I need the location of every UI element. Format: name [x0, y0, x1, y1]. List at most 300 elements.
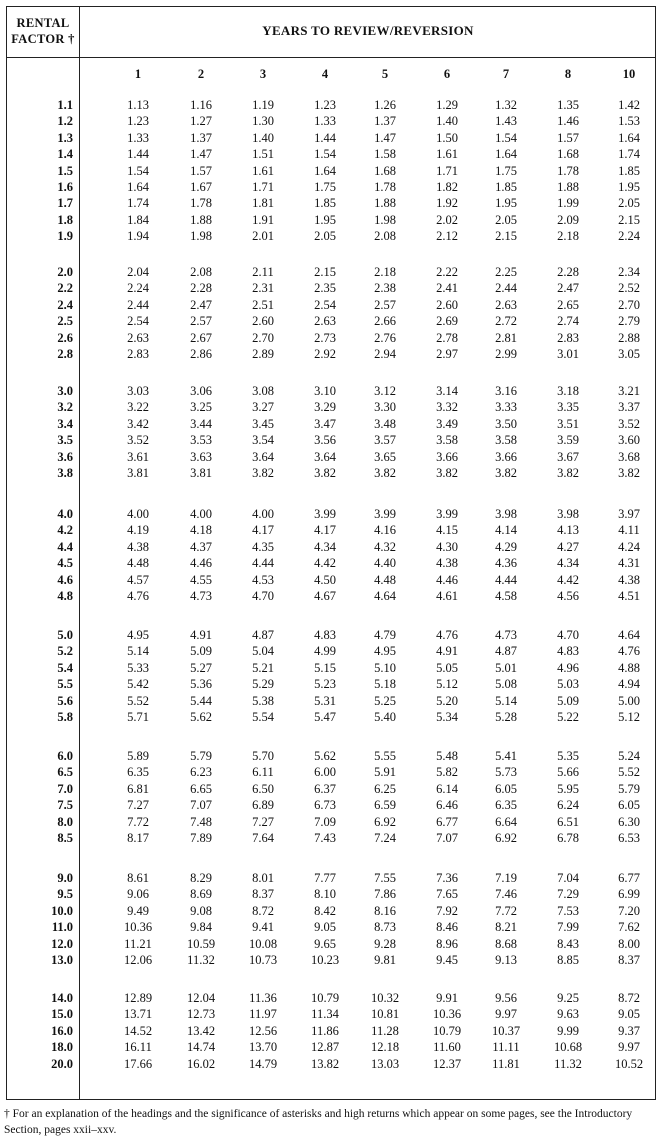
table-cell: 5.12 [436, 677, 458, 692]
rental-factor-cell: 3.5 [57, 433, 73, 448]
table-cell: 3.82 [618, 466, 640, 480]
column-header-7: 7 [502, 67, 510, 81]
table-cell: 1.57 [557, 130, 579, 145]
rental-factor-cell: 13.0 [51, 953, 73, 967]
table-cell: 2.11 [252, 265, 274, 279]
table-cell: 2.63 [127, 330, 149, 345]
table-cell: 2.22 [436, 265, 458, 279]
table-cell: 5.41 [495, 749, 517, 763]
table-cell: 2.15 [618, 212, 640, 227]
table-cell: 5.55 [374, 749, 396, 763]
table-cell: 17.66 [123, 1056, 153, 1071]
table-cell: 13.03 [370, 1056, 400, 1071]
table-cell: 2.63 [314, 314, 336, 329]
table-cell: 4.44 [495, 572, 517, 587]
rental-factor-cell: 1.4 [57, 147, 73, 162]
table-cell: 5.40 [374, 710, 396, 724]
table-cell: 7.53 [557, 903, 579, 918]
rental-factor-cell: 9.5 [57, 887, 73, 902]
rental-factor-cell: 5.0 [57, 628, 73, 642]
table-cell: 10.23 [310, 953, 340, 967]
table-cell: 1.94 [127, 229, 149, 244]
table-cell: 2.88 [618, 330, 640, 345]
table-cell: 5.62 [190, 710, 212, 724]
table-cell: 6.92 [495, 831, 517, 845]
rental-factor-cell: 5.6 [57, 693, 73, 708]
table-cell: 1.64 [495, 147, 517, 162]
table-cell: 7.92 [436, 903, 458, 918]
table-cell: 7.72 [127, 814, 149, 829]
table-cell: 9.37 [618, 1023, 640, 1038]
table-cell: 5.05 [436, 660, 458, 675]
table-cell: 1.98 [374, 212, 396, 227]
table-cell: 14.74 [186, 1040, 216, 1055]
table-cell: 5.66 [557, 765, 579, 780]
table-cell: 7.72 [495, 903, 517, 918]
table-cell: 3.59 [557, 433, 579, 448]
table-cell: 8.43 [557, 936, 579, 951]
table-cell: 6.73 [314, 798, 336, 813]
table-cell: 7.99 [557, 920, 579, 935]
table-cell: 2.28 [557, 265, 579, 279]
table-cell: 4.24 [618, 539, 640, 554]
table-cell: 4.29 [495, 539, 517, 554]
table-cell: 7.55 [374, 871, 396, 885]
table-cell: 2.08 [190, 265, 212, 279]
table-cell: 1.84 [127, 212, 149, 227]
table-cell: 10.68 [553, 1040, 583, 1055]
table-cell: 10.73 [248, 953, 278, 967]
table-cell: 2.57 [374, 297, 396, 312]
table-cell: 6.25 [374, 781, 396, 796]
table-cell: 3.82 [436, 466, 458, 480]
rental-factor-cell: 10.0 [51, 903, 73, 918]
column-divider [79, 7, 80, 1099]
rental-factor-cell: 4.8 [57, 589, 73, 603]
table-cell: 1.81 [252, 196, 274, 211]
table-cell: 1.99 [557, 196, 579, 211]
table-cell: 5.22 [557, 710, 579, 724]
table-cell: 8.46 [436, 920, 458, 935]
table-cell: 3.35 [557, 400, 579, 415]
table-cell: 4.31 [618, 556, 640, 571]
rental-factor-header-line1: RENTAL [16, 16, 70, 30]
table-cell: 5.48 [436, 749, 458, 763]
table-cell: 3.44 [190, 416, 212, 431]
table-cell: 2.02 [436, 212, 458, 227]
rental-factor-cell: 4.2 [57, 523, 73, 538]
table-cell: 3.54 [252, 433, 274, 448]
table-cell: 2.24 [127, 281, 149, 296]
table-cell: 7.89 [190, 831, 212, 845]
table-cell: 2.31 [252, 281, 274, 296]
table-cell: 9.91 [436, 991, 458, 1005]
table-cell: 12.18 [370, 1040, 400, 1055]
table-cell: 1.54 [314, 147, 336, 162]
table-cell: 16.02 [186, 1056, 216, 1071]
table-cell: 1.27 [190, 114, 212, 129]
table-cell: 7.24 [374, 831, 396, 845]
table-cell: 4.19 [127, 523, 149, 538]
table-cell: 4.95 [127, 628, 149, 642]
table-cell: 6.77 [436, 814, 458, 829]
rental-factor-cell: 2.4 [57, 297, 73, 312]
table-cell: 1.47 [190, 147, 212, 162]
table-cell: 5.62 [314, 749, 336, 763]
table-cell: 4.30 [436, 539, 458, 554]
table-cell: 4.70 [252, 589, 274, 603]
table-cell: 2.18 [557, 229, 579, 244]
table-cell: 2.24 [618, 229, 640, 244]
table-cell: 1.54 [495, 130, 517, 145]
table-cell: 11.81 [492, 1056, 520, 1071]
table-cell: 8.42 [314, 903, 336, 918]
table-cell: 4.46 [190, 556, 212, 571]
table-cell: 10.79 [310, 991, 340, 1005]
rental-factor-cell: 1.6 [57, 180, 73, 194]
table-cell: 4.88 [618, 660, 640, 675]
table-cell: 5.35 [557, 749, 579, 763]
table-cell: 9.56 [495, 991, 517, 1005]
table-cell: 1.95 [618, 180, 640, 194]
table-cell: 6.14 [436, 781, 458, 796]
table-cell: 4.87 [252, 628, 274, 642]
table-cell: 4.37 [190, 539, 212, 554]
table-cell: 3.67 [557, 449, 579, 464]
table-cell: 4.61 [436, 589, 458, 603]
table-cell: 4.35 [252, 539, 274, 554]
table-cell: 7.29 [557, 887, 579, 902]
table-cell: 13.82 [310, 1056, 340, 1071]
table-cell: 9.05 [314, 920, 336, 935]
footnote: † For an explanation of the headings and the significance of asterisks and high returns which appear on some pages, see the Introductory Section, pages xxii–xxv. [4, 1108, 633, 1136]
table-cell: 10.37 [491, 1023, 521, 1038]
table-cell: 1.64 [314, 163, 336, 178]
table-cell: 9.41 [252, 920, 274, 935]
table-cell: 6.30 [618, 814, 640, 829]
table-cell: 5.95 [557, 781, 579, 796]
table-cell: 5.47 [314, 710, 336, 724]
table-cell: 2.05 [495, 212, 517, 227]
table-cell: 2.79 [618, 314, 640, 329]
table-cell: 8.69 [190, 887, 212, 902]
table-cell: 2.86 [190, 347, 212, 361]
table-cell: 4.91 [436, 644, 458, 659]
table-cell: 4.11 [618, 523, 640, 538]
table-cell: 9.13 [495, 953, 517, 967]
table-cell: 4.40 [374, 556, 396, 571]
table-cell: 11.86 [311, 1023, 339, 1038]
table-cell: 4.46 [436, 572, 458, 587]
table-cell: 12.04 [186, 991, 216, 1005]
rental-factor-cell: 2.8 [57, 347, 73, 361]
table-cell: 10.52 [614, 1056, 644, 1071]
table-cell: 3.29 [314, 400, 336, 415]
table-cell: 9.97 [618, 1040, 640, 1055]
table-cell: 2.47 [557, 281, 579, 296]
table-cell: 8.17 [127, 831, 149, 845]
table-cell: 1.64 [127, 180, 149, 194]
column-header-3: 3 [259, 67, 267, 81]
rental-factor-cell: 2.6 [57, 330, 73, 345]
rental-factor-cell: 5.4 [57, 660, 73, 675]
table-cell: 4.44 [252, 556, 274, 571]
rental-factor-cell: 5.8 [57, 710, 73, 724]
table-cell: 1.67 [190, 180, 212, 194]
table-cell: 4.76 [436, 628, 458, 642]
table-cell: 3.48 [374, 416, 396, 431]
table-cell: 11.32 [554, 1056, 582, 1071]
column-header-10: 10 [622, 67, 636, 81]
table-cell: 6.53 [618, 831, 640, 845]
table-cell: 1.40 [252, 130, 274, 145]
table-cell: 1.85 [618, 163, 640, 178]
table-cell: 5.42 [127, 677, 149, 692]
rental-factor-cell: 6.5 [57, 765, 73, 780]
table-cell: 7.46 [495, 887, 517, 902]
table-cell: 12.56 [248, 1023, 278, 1038]
table-cell: 6.37 [314, 781, 336, 796]
rental-factor-cell: 11.0 [51, 920, 73, 935]
table-cell: 6.24 [557, 798, 579, 813]
table-cell: 2.72 [495, 314, 517, 329]
column-header-1: 1 [134, 67, 142, 81]
table-cell: 4.00 [127, 507, 149, 521]
table-cell: 5.38 [252, 693, 274, 708]
table-cell: 3.50 [495, 416, 517, 431]
table-cell: 6.23 [190, 765, 212, 780]
table-cell: 7.36 [436, 871, 458, 885]
table-cell: 3.32 [436, 400, 458, 415]
table-cell: 7.62 [618, 920, 640, 935]
rental-factor-cell: 1.1 [57, 98, 73, 112]
table-cell: 3.56 [314, 433, 336, 448]
table-cell: 4.38 [127, 539, 149, 554]
table-cell: 2.78 [436, 330, 458, 345]
column-header-4: 4 [321, 67, 329, 81]
rental-factor-cell: 14.0 [51, 991, 73, 1005]
table-cell: 1.92 [436, 196, 458, 211]
table-cell: 8.16 [374, 903, 396, 918]
table-cell: 5.14 [495, 693, 517, 708]
header-divider [7, 57, 655, 58]
table-cell: 6.64 [495, 814, 517, 829]
rental-factor-cell: 16.0 [51, 1023, 73, 1038]
table-cell: 1.47 [374, 130, 396, 145]
table-cell: 1.64 [618, 130, 640, 145]
table-cell: 3.12 [374, 384, 396, 398]
table-cell: 4.48 [127, 556, 149, 571]
table-cell: 5.24 [618, 749, 640, 763]
table-cell: 1.33 [127, 130, 149, 145]
table-cell: 1.29 [436, 98, 458, 112]
table-cell: 3.22 [127, 400, 149, 415]
table-cell: 1.88 [557, 180, 579, 194]
table-cell: 2.15 [495, 229, 517, 244]
table-cell: 3.21 [618, 384, 640, 398]
table-cell: 2.67 [190, 330, 212, 345]
table-cell: 16.11 [124, 1040, 152, 1055]
table-cell: 2.35 [314, 281, 336, 296]
table-cell: 12.06 [123, 953, 153, 967]
table-cell: 4.17 [314, 523, 336, 538]
table-cell: 12.37 [432, 1056, 462, 1071]
table-cell: 3.10 [314, 384, 336, 398]
rental-factor-cell: 1.8 [57, 212, 73, 227]
table-cell: 6.05 [495, 781, 517, 796]
table-cell: 5.25 [374, 693, 396, 708]
table-cell: 5.54 [252, 710, 274, 724]
table-cell: 2.47 [190, 297, 212, 312]
table-cell: 8.72 [252, 903, 274, 918]
table-cell: 1.43 [495, 114, 517, 129]
rental-factor-cell: 1.2 [57, 114, 73, 129]
table-cell: 2.34 [618, 265, 640, 279]
table-cell: 1.33 [314, 114, 336, 129]
table-cell: 3.98 [495, 507, 517, 521]
table-cell: 5.71 [127, 710, 149, 724]
table-cell: 11.60 [433, 1040, 461, 1055]
table-cell: 1.61 [436, 147, 458, 162]
table-cell: 3.49 [436, 416, 458, 431]
table-cell: 4.16 [374, 523, 396, 538]
rental-factor-cell: 3.2 [57, 400, 73, 415]
table-cell: 4.76 [127, 589, 149, 603]
table-cell: 4.38 [618, 572, 640, 587]
rental-factor-cell: 8.5 [57, 831, 73, 845]
table-cell: 3.14 [436, 384, 458, 398]
table-cell: 1.88 [190, 212, 212, 227]
table-cell: 1.50 [436, 130, 458, 145]
table-cell: 4.55 [190, 572, 212, 587]
table-cell: 7.77 [314, 871, 336, 885]
table-cell: 12.87 [310, 1040, 340, 1055]
table-cell: 1.23 [127, 114, 149, 129]
table-cell: 8.00 [618, 936, 640, 951]
table-cell: 8.96 [436, 936, 458, 951]
table-cell: 2.76 [374, 330, 396, 345]
table-cell: 4.70 [557, 628, 579, 642]
table-cell: 11.97 [249, 1007, 277, 1022]
rental-factor-cell: 18.0 [51, 1040, 73, 1055]
rental-factor-cell: 5.2 [57, 644, 73, 659]
table-cell: 7.86 [374, 887, 396, 902]
table-cell: 4.38 [436, 556, 458, 571]
table-cell: 2.44 [495, 281, 517, 296]
table-cell: 1.88 [374, 196, 396, 211]
table-cell: 4.64 [618, 628, 640, 642]
rental-factor-cell: 8.0 [57, 814, 73, 829]
rental-factor-cell: 4.0 [57, 507, 73, 521]
rental-factor-cell: 20.0 [51, 1056, 73, 1071]
table-cell: 7.19 [495, 871, 517, 885]
table-cell: 3.25 [190, 400, 212, 415]
table-cell: 1.51 [252, 147, 274, 162]
table-cell: 6.89 [252, 798, 274, 813]
table-cell: 2.38 [374, 281, 396, 296]
table-cell: 2.70 [252, 330, 274, 345]
table-cell: 4.32 [374, 539, 396, 554]
table-cell: 5.09 [190, 644, 212, 659]
table-cell: 2.74 [557, 314, 579, 329]
table-cell: 3.81 [190, 466, 212, 480]
table-cell: 4.13 [557, 523, 579, 538]
rental-factor-cell: 1.7 [57, 196, 73, 211]
table-cell: 5.27 [190, 660, 212, 675]
table-cell: 2.05 [618, 196, 640, 211]
table-cell: 6.51 [557, 814, 579, 829]
table-cell: 3.58 [436, 433, 458, 448]
table-cell: 2.81 [495, 330, 517, 345]
table-cell: 1.23 [314, 98, 336, 112]
table-cell: 1.30 [252, 114, 274, 129]
table-cell: 3.98 [557, 507, 579, 521]
table-cell: 2.04 [127, 265, 149, 279]
table-cell: 7.09 [314, 814, 336, 829]
rental-factor-cell: 3.6 [57, 449, 73, 464]
table-cell: 3.61 [127, 449, 149, 464]
table-cell: 9.45 [436, 953, 458, 967]
table-cell: 1.42 [618, 98, 640, 112]
column-header-8: 8 [564, 67, 572, 81]
table-cell: 5.08 [495, 677, 517, 692]
table-cell: 1.37 [190, 130, 212, 145]
table-cell: 8.10 [314, 887, 336, 902]
table-cell: 2.97 [436, 347, 458, 361]
table-cell: 1.78 [190, 196, 212, 211]
table-cell: 6.99 [618, 887, 640, 902]
table-cell: 2.41 [436, 281, 458, 296]
table-cell: 5.36 [190, 677, 212, 692]
table-cell: 1.85 [495, 180, 517, 194]
table-cell: 1.68 [557, 147, 579, 162]
table-cell: 5.18 [374, 677, 396, 692]
table-cell: 14.52 [123, 1023, 153, 1038]
rental-factor-cell: 1.3 [57, 130, 73, 145]
table-cell: 4.79 [374, 628, 396, 642]
table-cell: 1.57 [190, 163, 212, 178]
table-cell: 12.89 [123, 991, 153, 1005]
table-cell: 2.70 [618, 297, 640, 312]
table-cell: 2.65 [557, 297, 579, 312]
table-cell: 7.20 [618, 903, 640, 918]
table-cell: 4.58 [495, 589, 517, 603]
table-cell: 3.52 [618, 416, 640, 431]
table-cell: 4.34 [557, 556, 579, 571]
table-cell: 8.73 [374, 920, 396, 935]
table-cell: 1.46 [557, 114, 579, 129]
table-cell: 5.31 [314, 693, 336, 708]
table-cell: 7.04 [557, 871, 579, 885]
rental-factor-cell: 4.4 [57, 539, 73, 554]
table-cell: 3.82 [374, 466, 396, 480]
table-cell: 1.13 [127, 98, 149, 112]
table-cell: 3.33 [495, 400, 517, 415]
table-cell: 8.61 [127, 871, 149, 885]
table-cell: 5.00 [618, 693, 640, 708]
table-cell: 1.68 [374, 163, 396, 178]
table-cell: 1.16 [190, 98, 212, 112]
table-cell: 5.79 [190, 749, 212, 763]
table-cell: 2.89 [252, 347, 274, 361]
table-cell: 5.14 [127, 644, 149, 659]
table-cell: 13.71 [123, 1007, 153, 1022]
rental-factor-cell: 7.5 [57, 798, 73, 813]
table-cell: 1.74 [618, 147, 640, 162]
column-header-5: 5 [381, 67, 389, 81]
table-cell: 8.21 [495, 920, 517, 935]
table-cell: 5.09 [557, 693, 579, 708]
